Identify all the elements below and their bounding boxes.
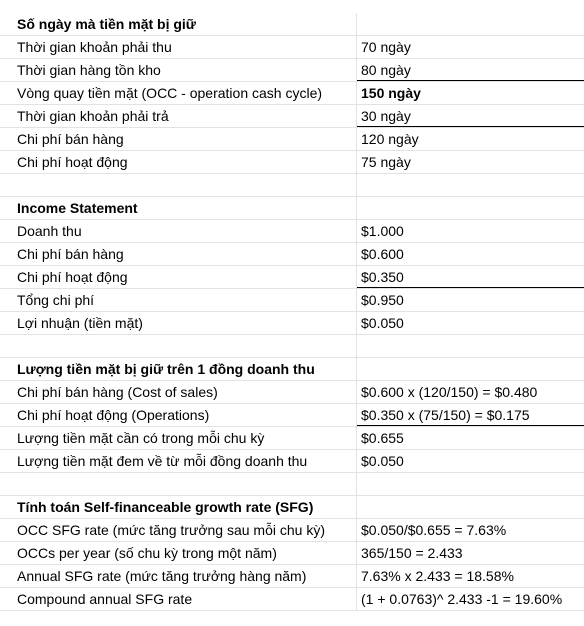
cell-label[interactable]: Chi phí hoạt động: [0, 266, 357, 288]
sheet-row: [0, 450, 584, 473]
cell-value[interactable]: [357, 496, 584, 518]
sheet-row: [0, 128, 584, 151]
sheet-row: [0, 220, 584, 243]
cell-value[interactable]: 80 ngày: [357, 59, 584, 81]
cell-value[interactable]: [357, 197, 584, 219]
sheet-row: [0, 289, 584, 312]
cell-label[interactable]: [0, 335, 357, 357]
sheet-row: [0, 13, 584, 36]
sheet-row: [0, 59, 584, 82]
sheet-row: [0, 174, 584, 197]
cell-value[interactable]: $0.600 x (120/150) = $0.480: [361, 384, 538, 400]
cell-label[interactable]: Thời gian khoản phải thu: [0, 36, 357, 58]
sheet-row: [0, 312, 584, 335]
sheet-row: [0, 335, 584, 358]
cell-label[interactable]: Lượng tiền mặt bị giữ trên 1 đồng doanh thu: [0, 358, 357, 380]
cell-value[interactable]: [357, 473, 584, 495]
cell-value[interactable]: $0.050: [361, 453, 404, 469]
cell-label[interactable]: OCC SFG rate (mức tăng trưởng sau mỗi chu kỳ): [0, 519, 357, 541]
sheet-row: [0, 197, 584, 220]
cell-value[interactable]: [357, 13, 584, 35]
cell-value[interactable]: 30 ngày: [357, 105, 584, 127]
cell-value[interactable]: [357, 174, 584, 196]
sheet-row: [0, 105, 584, 128]
cell-label[interactable]: Tính toán Self-financeable growth rate (SFG): [0, 496, 357, 518]
cell-value[interactable]: (1 + 0.0763)^ 2.433 -1 = 19.60%: [361, 591, 563, 607]
cell-value[interactable]: 75 ngày: [361, 154, 411, 170]
cell-label[interactable]: Vòng quay tiền mặt (OCC - operation cash cycle): [0, 82, 357, 104]
cell-label[interactable]: Lượng tiền mặt đem về từ mỗi đồng doanh thu: [0, 450, 357, 472]
cell-value[interactable]: $1.000: [361, 223, 404, 239]
cell-label[interactable]: [0, 473, 357, 495]
cell-label[interactable]: Tổng chi phí: [0, 289, 357, 311]
cell-label[interactable]: [0, 174, 357, 196]
cell-label[interactable]: Chi phí hoạt động: [0, 151, 357, 173]
cell-value[interactable]: $0.050/$0.655 = 7.63%: [361, 522, 507, 538]
cell-value[interactable]: $0.950: [361, 292, 404, 308]
cell-value[interactable]: $0.655: [361, 430, 404, 446]
cell-value[interactable]: [357, 358, 584, 380]
cell-label[interactable]: Lợi nhuận (tiền mặt): [0, 312, 357, 334]
cell-value[interactable]: $0.050: [361, 315, 404, 331]
sheet-row: [0, 519, 584, 542]
cell-label[interactable]: Income Statement: [0, 197, 357, 219]
sheet-row: [0, 404, 584, 427]
cell-label[interactable]: Chi phí hoạt động (Operations): [0, 404, 357, 426]
cell-value[interactable]: $0.350: [357, 266, 584, 288]
sheet-row: [0, 151, 584, 174]
cell-value[interactable]: $0.350 x (75/150) = $0.175: [357, 404, 584, 426]
cell-label[interactable]: Chi phí bán hàng: [0, 128, 357, 150]
cell-label[interactable]: Chi phí bán hàng (Cost of sales): [0, 381, 357, 403]
sheet-row: [0, 358, 584, 381]
sheet-row: [0, 473, 584, 496]
cell-label[interactable]: Compound annual SFG rate: [0, 588, 357, 610]
sheet-row: [0, 588, 584, 611]
cell-value[interactable]: 7.63% x 2.433 = 18.58%: [361, 568, 514, 584]
cell-value[interactable]: 120 ngày: [361, 131, 419, 147]
cell-value[interactable]: 70 ngày: [361, 39, 411, 55]
sheet-row: [0, 243, 584, 266]
cell-value[interactable]: $0.600: [361, 246, 404, 262]
cell-label[interactable]: OCCs per year (số chu kỳ trong một năm): [0, 542, 357, 564]
sheet-row: [0, 542, 584, 565]
cell-label[interactable]: Chi phí bán hàng: [0, 243, 357, 265]
cell-label[interactable]: Thời gian khoản phải trả: [0, 105, 357, 127]
sheet-row: [0, 82, 584, 105]
sheet-row: [0, 36, 584, 59]
sheet-row: [0, 565, 584, 588]
sheet-row: [0, 381, 584, 404]
sheet-row: [0, 496, 584, 519]
cell-value[interactable]: [357, 335, 584, 357]
cell-label[interactable]: Doanh thu: [0, 220, 357, 242]
cell-value[interactable]: 150 ngày: [361, 85, 421, 101]
sheet-row: [0, 427, 584, 450]
sheet-row: [0, 266, 584, 289]
cell-label[interactable]: Thời gian hàng tồn kho: [0, 59, 357, 81]
cell-label[interactable]: Số ngày mà tiền mặt bị giữ: [0, 13, 357, 35]
cell-label[interactable]: Annual SFG rate (mức tăng trưởng hàng năm): [0, 565, 357, 587]
cell-label[interactable]: Lượng tiền mặt cần có trong mỗi chu kỳ: [0, 427, 357, 449]
cell-value[interactable]: 365/150 = 2.433: [361, 545, 463, 561]
